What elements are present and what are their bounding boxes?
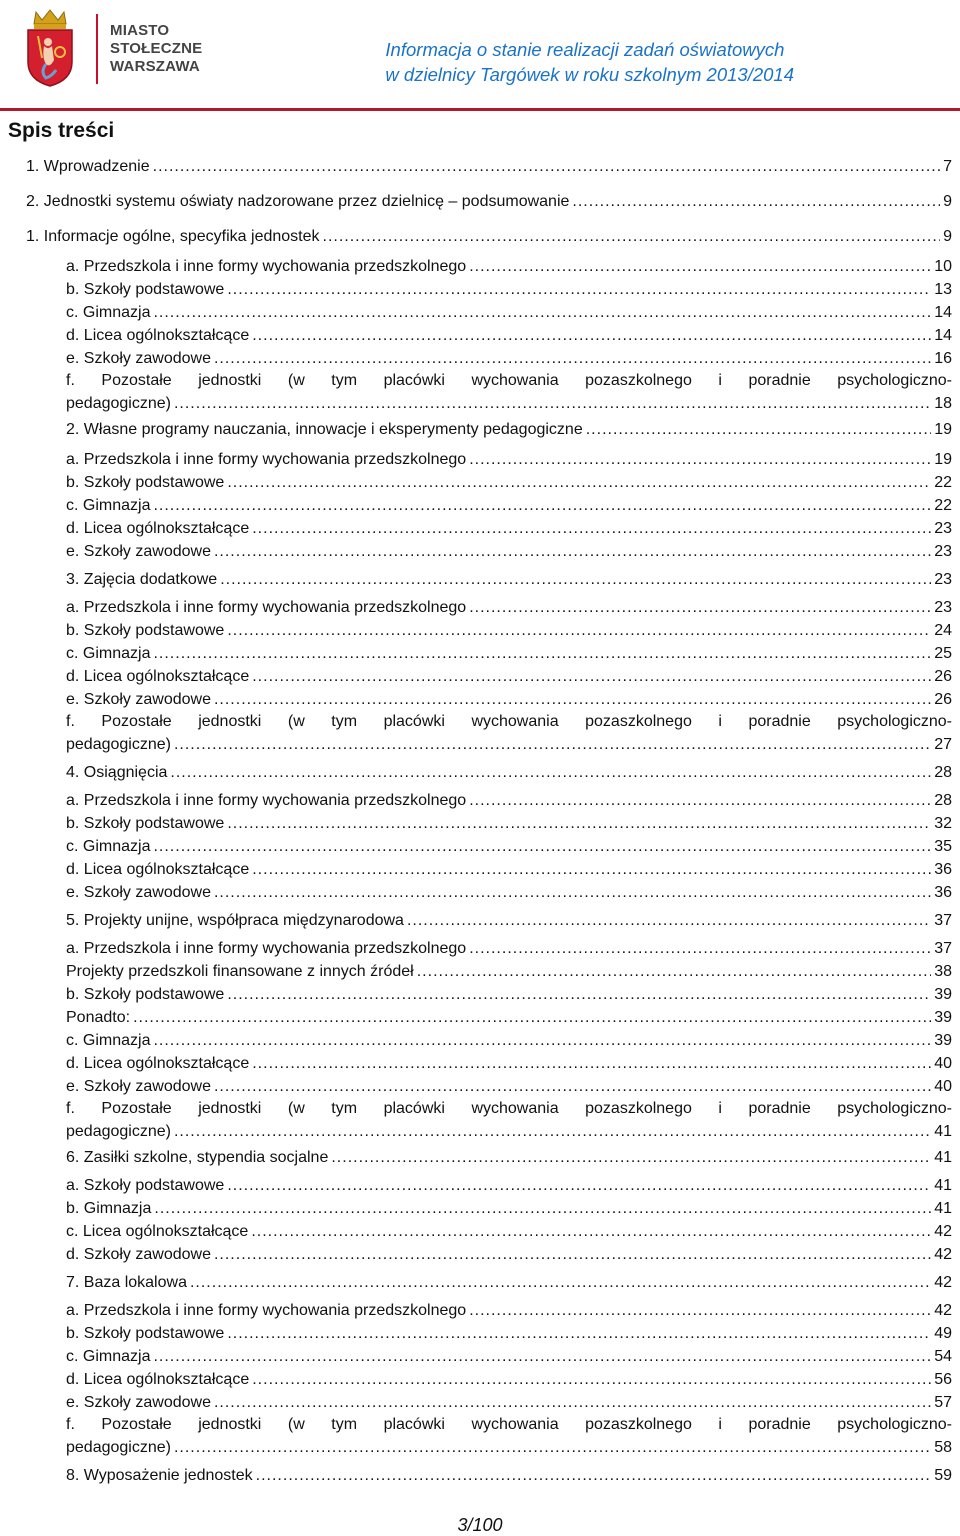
dot-leader (214, 1076, 931, 1098)
dot-leader (407, 910, 931, 932)
toc-entry-label: pedagogiczne) (66, 1439, 171, 1456)
toc-entry-label: e. Szkoły zawodowe (66, 1078, 211, 1095)
toc-page-number: 42 (934, 1223, 952, 1240)
toc-page-number: 23 (934, 543, 952, 560)
dot-leader (227, 279, 931, 301)
toc-entry-label: 8. Wyposażenie jednostek (66, 1467, 253, 1484)
toc-entry-label: 7. Baza lokalowa (66, 1274, 187, 1291)
toc-entry-label: b. Szkoły podstawowe (66, 815, 225, 832)
toc-entry[interactable] (66, 472, 952, 494)
toc-page-number: 9 (943, 228, 952, 245)
toc-entry-label: b. Szkoły podstawowe (66, 986, 225, 1003)
toc-page-number: 19 (934, 421, 952, 438)
toc-entry-label: 6. Zasiłki szkolne, stypendia socjalne (66, 1149, 329, 1166)
brand-line: MIASTO (110, 22, 170, 39)
toc-page-number: 37 (934, 940, 952, 957)
dot-leader (214, 689, 931, 711)
toc-title: Spis treści (8, 119, 115, 142)
toc-page-number: 40 (934, 1078, 952, 1095)
toc-entry[interactable] (66, 813, 952, 835)
toc-entry[interactable] (66, 620, 952, 642)
toc-entry-label: 1. Informacje ogólne, specyfika jednostek (26, 228, 320, 245)
toc-page-number: 42 (934, 1246, 952, 1263)
toc-entry[interactable] (66, 666, 952, 688)
toc-entry[interactable] (66, 1053, 952, 1075)
toc-page-number: 42 (934, 1302, 952, 1319)
toc-entry-label: 3. Zajęcia dodatkowe (66, 571, 218, 588)
dot-leader (252, 1053, 931, 1075)
dot-leader (227, 1175, 931, 1197)
toc-entry-label: e. Szkoły zawodowe (66, 543, 211, 560)
toc-entry-label: e. Szkoły zawodowe (66, 350, 211, 367)
dot-leader (252, 666, 931, 688)
toc-entry[interactable] (26, 156, 952, 178)
toc-entry-label: pedagogiczne) (66, 395, 171, 412)
toc-entry-label: e. Szkoły zawodowe (66, 691, 211, 708)
toc-entry-label: c. Gimnazja (66, 1032, 151, 1049)
toc-entry-label: c. Gimnazja (66, 645, 151, 662)
warsaw-crest-icon (24, 6, 76, 88)
header-rule (0, 108, 960, 111)
dot-leader (153, 1030, 931, 1052)
toc-page-number: 18 (934, 395, 952, 412)
toc-entry[interactable] (66, 1098, 952, 1120)
toc-page-number: 19 (934, 451, 952, 468)
toc-entry-label: d. Licea ogólnokształcące (66, 520, 250, 537)
dot-leader (190, 1272, 931, 1294)
toc-entry[interactable] (66, 256, 952, 278)
toc-entry[interactable] (66, 859, 952, 881)
toc-entry[interactable] (66, 984, 952, 1006)
toc-entry[interactable] (66, 1465, 952, 1487)
toc-entry-continuation[interactable] (66, 1437, 952, 1459)
toc-page-number: 39 (934, 1009, 952, 1026)
toc-entry[interactable] (66, 370, 952, 392)
dot-leader (174, 1121, 931, 1143)
dot-leader (153, 302, 931, 324)
toc-entry-label: d. Licea ogólnokształcące (66, 1371, 250, 1388)
toc-page-number: 23 (934, 520, 952, 537)
toc-page-number: 59 (934, 1467, 952, 1484)
brand-line: STOŁECZNE (110, 40, 203, 57)
toc-entry[interactable] (66, 1300, 952, 1322)
dot-leader (153, 1346, 931, 1368)
dot-leader (214, 1392, 931, 1414)
report-title-line: w dzielnicy Targówek w roku szkolnym 2013/2014 (385, 64, 794, 85)
toc-entry[interactable] (66, 419, 952, 441)
toc-page-number: 27 (934, 736, 952, 753)
toc-entry-label: d. Licea ogólnokształcące (66, 668, 250, 685)
toc-entry[interactable] (66, 961, 952, 983)
toc-page-number: 23 (934, 571, 952, 588)
dot-leader (174, 1437, 931, 1459)
toc-entry[interactable] (66, 938, 952, 960)
toc-entry[interactable] (66, 597, 952, 619)
toc-entry-label: b. Szkoły podstawowe (66, 622, 225, 639)
dot-leader (256, 1465, 932, 1487)
toc-entry-label: pedagogiczne) (66, 1123, 171, 1140)
toc-entry[interactable] (66, 569, 952, 591)
toc-entry-continuation[interactable] (66, 1121, 952, 1143)
toc-page-number: 13 (934, 281, 952, 298)
brand-line: WARSZAWA (110, 58, 200, 75)
toc-page-number: 24 (934, 622, 952, 639)
dot-leader (469, 938, 931, 960)
toc-page-number: 28 (934, 764, 952, 781)
toc-entry[interactable] (26, 191, 952, 213)
dot-leader (174, 393, 931, 415)
toc-entry[interactable] (66, 302, 952, 324)
dot-leader (227, 1323, 931, 1345)
dot-leader (214, 882, 931, 904)
dot-leader (252, 1369, 931, 1391)
toc-entry[interactable] (66, 1369, 952, 1391)
toc-entry-label: a. Przedszkola i inne formy wychowania przedszkolnego (66, 258, 467, 275)
toc-entry-label: e. Szkoły zawodowe (66, 1394, 211, 1411)
toc-entry-label: d. Licea ogólnokształcące (66, 327, 250, 344)
toc-page-number: 22 (934, 497, 952, 514)
toc-entry[interactable] (66, 518, 952, 540)
dot-leader (252, 518, 931, 540)
dot-leader (572, 191, 940, 213)
report-title (385, 37, 794, 87)
toc-page-number: 41 (934, 1149, 952, 1166)
dot-leader (153, 156, 940, 178)
dot-leader (220, 569, 931, 591)
dot-leader (153, 836, 931, 858)
toc-entry[interactable] (66, 1272, 952, 1294)
toc-entry-label: d. Licea ogólnokształcące (66, 861, 250, 878)
toc-entry-label: 1. Wprowadzenie (26, 158, 150, 175)
dot-leader (153, 495, 931, 517)
dot-leader (227, 620, 931, 642)
toc-entry-label: a. Przedszkola i inne formy wychowania przedszkolnego (66, 792, 467, 809)
toc-page-number: 10 (934, 258, 952, 275)
header-divider (96, 14, 98, 84)
toc-page-number: 14 (934, 304, 952, 321)
toc-entry[interactable] (66, 1244, 952, 1266)
toc-page-number: 23 (934, 599, 952, 616)
toc-page-number: 58 (934, 1439, 952, 1456)
toc-entry[interactable] (66, 1030, 952, 1052)
toc-entry-label: c. Licea ogólnokształcące (66, 1223, 249, 1240)
toc-entry[interactable] (66, 762, 952, 784)
dot-leader (586, 419, 931, 441)
brand-name (110, 22, 202, 76)
toc-entry-label: a. Przedszkola i inne formy wychowania przedszkolnego (66, 1302, 467, 1319)
toc-entry[interactable] (66, 836, 952, 858)
dot-leader (252, 325, 931, 347)
toc-entry[interactable] (66, 910, 952, 932)
toc-entry[interactable] (66, 325, 952, 347)
toc-entry[interactable] (66, 1221, 952, 1243)
toc-entry-label: c. Gimnazja (66, 304, 151, 321)
toc-page-number: 36 (934, 884, 952, 901)
dot-leader (469, 790, 931, 812)
dot-leader (133, 1007, 931, 1029)
toc-entry[interactable] (66, 541, 952, 563)
toc-page-number: 42 (934, 1274, 952, 1291)
toc-entry-label: a. Przedszkola i inne formy wychowania przedszkolnego (66, 599, 467, 616)
toc-entry-label: Projekty przedszkoli finansowane z innych źródeł (66, 963, 414, 980)
toc-page-number: 9 (943, 193, 952, 210)
toc-page-number: 39 (934, 1032, 952, 1049)
toc-entry[interactable] (66, 1414, 952, 1436)
dot-leader (154, 1198, 931, 1220)
dot-leader (469, 1300, 931, 1322)
toc-entry-continuation[interactable] (66, 393, 952, 415)
toc-page-number: 41 (934, 1123, 952, 1140)
toc-page-number: 37 (934, 912, 952, 929)
toc-entry[interactable] (66, 643, 952, 665)
toc-page-number: 28 (934, 792, 952, 809)
toc-entry[interactable] (66, 279, 952, 301)
toc-entry[interactable] (66, 348, 952, 370)
toc-entry-label: a. Przedszkola i inne formy wychowania przedszkolnego (66, 940, 467, 957)
dot-leader (331, 1147, 931, 1169)
toc-page-number: 40 (934, 1055, 952, 1072)
toc-entry[interactable] (66, 495, 952, 517)
toc-entry-label: 5. Projekty unijne, współpraca międzynarodowa (66, 912, 404, 929)
dot-leader (214, 541, 931, 563)
dot-leader (214, 1244, 931, 1266)
dot-leader (214, 348, 931, 370)
toc-entry[interactable] (66, 449, 952, 471)
toc-page-number: 57 (934, 1394, 952, 1411)
toc-entry[interactable] (66, 882, 952, 904)
dot-leader (153, 643, 931, 665)
toc-entry[interactable] (66, 1392, 952, 1414)
toc-entry-label: Ponadto: (66, 1009, 131, 1026)
dot-leader (251, 1221, 931, 1243)
dot-leader (227, 984, 931, 1006)
toc-page-number: 35 (934, 838, 952, 855)
toc-entry-label: b. Szkoły podstawowe (66, 474, 225, 491)
toc-entry-label: pedagogiczne) (66, 736, 171, 753)
dot-leader (469, 597, 931, 619)
dot-leader (227, 813, 931, 835)
toc-entry[interactable] (66, 711, 952, 733)
toc-page-number: 26 (934, 668, 952, 685)
toc-page-number: 38 (934, 963, 952, 980)
toc-entry-label: f. Pozostałe jednostki (w tym placówki wychowania pozaszkolnego i poradnie psychologiczno- (66, 1416, 952, 1433)
toc-entry-label: f. Pozostałe jednostki (w tym placówki wychowania pozaszkolnego i poradnie psychologiczno- (66, 1100, 952, 1117)
toc-entry-label: 2. Własne programy nauczania, innowacje i eksperymenty pedagogiczne (66, 421, 583, 438)
toc-entry-continuation[interactable] (66, 734, 952, 756)
toc-entry-label: 4. Osiągnięcia (66, 764, 168, 781)
toc-page-number: 26 (934, 691, 952, 708)
toc-page-number: 25 (934, 645, 952, 662)
toc-entry[interactable] (66, 689, 952, 711)
dot-leader (417, 961, 931, 983)
toc-entry-label: b. Gimnazja (66, 1200, 152, 1217)
toc-entry-label: b. Szkoły podstawowe (66, 1325, 225, 1342)
toc-entry-label: b. Szkoły podstawowe (66, 281, 225, 298)
dot-leader (252, 859, 931, 881)
toc-entry[interactable] (66, 790, 952, 812)
toc-entry-label: f. Pozostałe jednostki (w tym placówki wychowania pozaszkolnego i poradnie psychologiczno- (66, 372, 952, 389)
toc-entry-label: d. Licea ogólnokształcące (66, 1055, 250, 1072)
toc-entry-label: f. Pozostałe jednostki (w tym placówki wychowania pozaszkolnego i poradnie psychologiczno- (66, 713, 952, 730)
toc-page-number: 32 (934, 815, 952, 832)
page-header (0, 0, 960, 112)
toc-page-number: 54 (934, 1348, 952, 1365)
toc-page-number: 49 (934, 1325, 952, 1342)
toc-entry-label: 2. Jednostki systemu oświaty nadzorowane przez dzielnicę – podsumowanie (26, 193, 570, 210)
toc-page-number: 7 (943, 158, 952, 175)
dot-leader (174, 734, 931, 756)
toc-entry-label: e. Szkoły zawodowe (66, 884, 211, 901)
toc-page-number: 14 (934, 327, 952, 344)
report-title-line: Informacja o stanie realizacji zadań oświatowych (385, 39, 785, 60)
toc-entry[interactable] (66, 1175, 952, 1197)
toc-page-number: 22 (934, 474, 952, 491)
dot-leader (469, 449, 931, 471)
dot-leader (170, 762, 931, 784)
toc-entry-label: a. Szkoły podstawowe (66, 1177, 225, 1194)
page-number: 3/100 (457, 1515, 503, 1535)
toc-entry[interactable] (66, 1346, 952, 1368)
toc-entry-label: c. Gimnazja (66, 838, 151, 855)
toc-entry-label: c. Gimnazja (66, 1348, 151, 1365)
toc-page-number: 41 (934, 1200, 952, 1217)
toc-page-number: 41 (934, 1177, 952, 1194)
dot-leader (227, 472, 931, 494)
toc-entry[interactable] (26, 226, 952, 248)
toc-entry[interactable] (66, 1007, 952, 1029)
toc-entry-label: a. Przedszkola i inne formy wychowania przedszkolnego (66, 451, 467, 468)
toc-entry[interactable] (66, 1198, 952, 1220)
toc-entry[interactable] (66, 1147, 952, 1169)
toc-entry-label: c. Gimnazja (66, 497, 151, 514)
toc-page-number: 56 (934, 1371, 952, 1388)
toc-entry[interactable] (66, 1076, 952, 1098)
dot-leader (469, 256, 931, 278)
toc-page-number: 16 (934, 350, 952, 367)
toc-page-number: 36 (934, 861, 952, 878)
toc-page-number: 39 (934, 986, 952, 1003)
toc-entry-label: d. Szkoły zawodowe (66, 1246, 211, 1263)
dot-leader (323, 226, 941, 248)
toc-entry[interactable] (66, 1323, 952, 1345)
